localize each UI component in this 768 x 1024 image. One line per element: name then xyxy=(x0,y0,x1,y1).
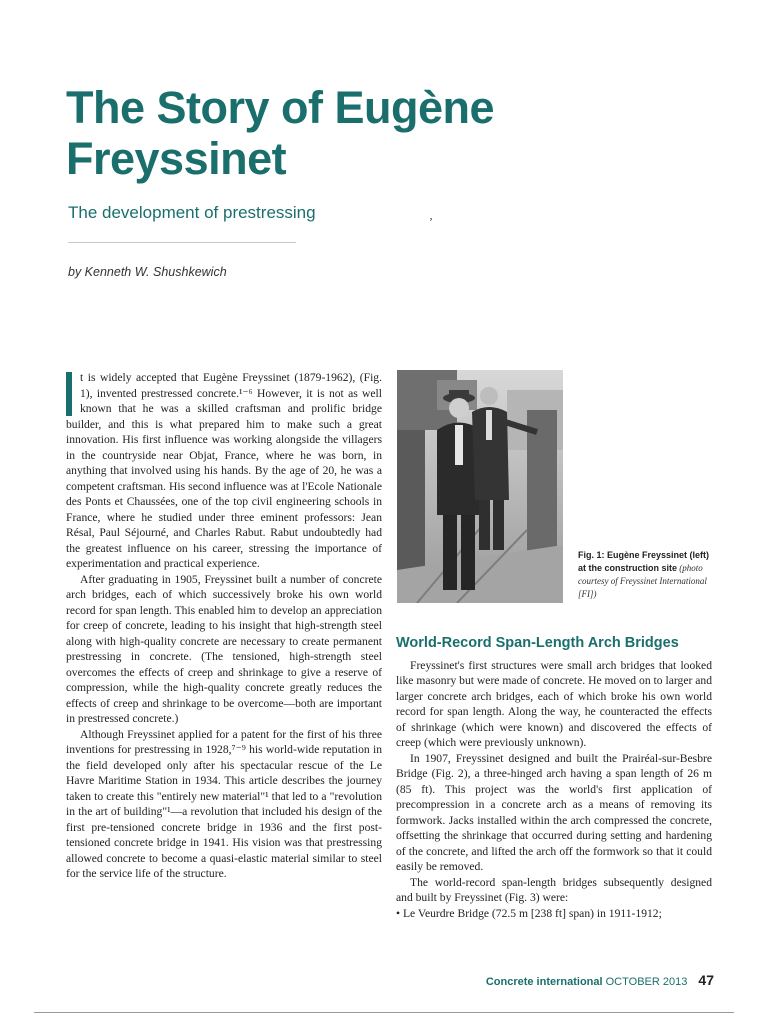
intro-paragraph xyxy=(66,370,382,572)
body-paragraph: After graduating in 1905, Freyssinet built a number of concrete arch bridges, each of which successively broke his own world record for span length. This enabled him to develop an appreciation for creep of concrete, leading to his insight that high-strength steel along with high-quality concrete are necessary to create permanent prestressing in concrete. (The tensioned, high-strength steel overcomes the effects of creep and shrinkage to give a reserve of compression, while the high-quality concrete greatly reduces the effects of creep and shrinkage to be overcome—both are important in prestressed concrete.) xyxy=(66,572,382,725)
page-number: 47 xyxy=(698,972,714,988)
body-paragraph: The world-record span-length bridges subsequently designed and built by Freyssinet (Fig. 3) were: xyxy=(396,875,712,904)
article-title: The Story of Eugène Freyssinet xyxy=(66,82,495,184)
title-divider xyxy=(68,242,296,243)
section-heading: World-Record Span-Length Arch Bridges xyxy=(396,635,679,651)
figure-caption xyxy=(578,549,718,601)
construction-site-photo-icon xyxy=(397,370,563,603)
left-column xyxy=(66,370,382,882)
body-paragraph: In 1907, Freyssinet designed and built the Prairéal-sur-Besbre Bridge (Fig. 2), a three-hinged arch having a span length of 26 m (85 ft). This project was the world's first application of precompression in a concrete arch as a means of removing its formwork. Jacks installed within the arch compressed the concrete, offsetting the shrinkage that occurred during setting and hardening of the concrete, and lifted the arch off the formwork so that it could easily be removed. xyxy=(396,751,712,873)
bottom-divider xyxy=(34,1012,734,1013)
list-item: • Le Veurdre Bridge (72.5 m [238 ft] span) in 1911-1912; xyxy=(396,906,662,920)
page-footer xyxy=(482,972,714,988)
issue-date: OCTOBER 2013 xyxy=(605,976,688,988)
freyssinet-photo xyxy=(397,370,563,603)
figure-caption-label: Fig. 1: Eugène Freyssinet (left) at the construction site xyxy=(578,550,710,573)
intro-paragraph-text: t is widely accepted that Eugène Freyssinet (1879-1962), (Fig. 1), invented prestressed concrete.¹⁻⁶ However, it is not as well known that he was a skilled craftsman and prolific bridge builder, and this is what prepared him to make such a great innovation. His first influence was working alongside the villagers in the countryside near Objat, France, where he was born, in anything that involved using his hands. By the age of 20, he was a competent craftsman. His second influence was at l'Ecole Nationale des Ponts et Chaussées, one of the top civil engineering schools in France, where he studied under three eminent professors: Jean Résal, Paul Séjourné, and Charles Rabut. Rabut undoubtedly had the greatest influence on his career, stressing the importance of experimentation and practical experience. xyxy=(66,371,382,570)
magazine-name: Concrete international xyxy=(485,976,603,988)
body-paragraph: Freyssinet's first structures were small arch bridges that looked like masonry but were made of concrete. He moved on to larger and larger concrete arch bridges, each of which broke his own world record for span length. Along the way, he counteracted the effects of shrinkage (which were known) and discovered the effects of creep (which were previously unknown). xyxy=(396,658,712,749)
right-column xyxy=(396,636,712,921)
body-paragraph: Although Freyssinet applied for a patent for the first of his three inventions for prestressing in 1928,⁷⁻⁹ his world-wide reputation in the field developed only after his spectacular rescue of the Le Havre Maritime Station in 1934. This article describes the journey taken to create this "entirely new material"¹ that led to a "revolution in the art of building"¹—a revolution that included his design of the first pre-tensioned concrete bridge in 1936 and the first post-tensioned concrete bridge in 1941. His vision was that prestressing allowed concrete to become a quasi-elastic material similar to steel for the service life of the structure. xyxy=(66,727,382,880)
figure-caption-credit: (photo courtesy of Freyssinet International [FI]) xyxy=(578,563,707,599)
article-subtitle: The development of prestressing xyxy=(68,203,316,222)
drop-cap-i-icon xyxy=(66,372,72,416)
stray-mark: ʼ xyxy=(429,215,433,229)
byline: by Kenneth W. Shushkewich xyxy=(68,265,227,279)
